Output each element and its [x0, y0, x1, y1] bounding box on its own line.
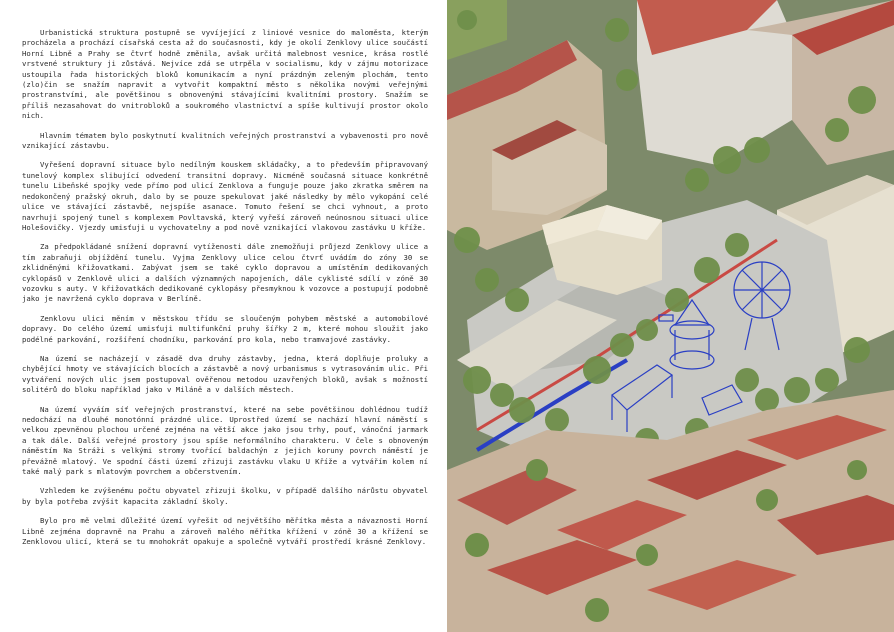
- paragraph-4: Za předpokládané snížení dopravní vytíženosti dále znemožňuji průjezd Zenklovy ulice a tím zabraňuji objíždění tunelu. Vyjma Zenklovy ulice celou čtvrť uvádím do zóny 30 se zklidněnými křižovatkami. Zabývat jsem se také cyklo dopravou a umístěním dedikovaných cyklopásů v Zenklově ulici a dalších významných napojeních, dále cyklisté sdílí v zóně 30 vozovku s auty. V křižovatkách dedikované cyklopásy přesmyknou k vozovce a postupují podobně jako je navržená cyklo doprava v Berlíně.: [22, 242, 428, 304]
- paragraph-6: Na území se nacházejí v zásadě dva druhy zástavby, jedna, která doplňuje proluky a chybějící hmoty ve stávajících blocích a zástavbě a nový urbanismus s vytrasováním ulic. Při vytváření nových ulic jsem postupoval ověřenou metodou uzavřených bloků, avšak s možností solitérů do bloku například jako v Miláně a v dalších městech.: [22, 353, 428, 395]
- paragraph-1: Urbanistická struktura postupně se vyvíjející z liniové vesnice do maloměsta, kterým procházela a prochází císařská cesta až do současnosti, kdy je okolí Zenklovy ulice součástí Horní Libně a Prahy se čtvrť hodně změnila, avšak určitá malebnost vesnice, krása rostlé vrstvené struktury ji zůstává. Nejvíce zdá se utrpěla v socialismu, kdy v zájmu motorizace ustoupila řada historických bloků komunikacím a nyní prázdným zeleným plochám, tento (zlo)čin se snažím napravit a vytvořit kompaktní město s několika novými veřejnými prostranstvími, ale povětšinou s obnovenými stávajícími kvalitními prostory. Snažím se příliš nezasahovat do vnitrobloků a soukromého vlastnictví a spíše kultivují prostor okolo nich.: [22, 28, 428, 121]
- aerial-urban-rendering-icon: [447, 0, 894, 632]
- text-column: [22, 28, 428, 556]
- paragraph-7: Na území vyváím síť veřejných prostranství, které na sebe povětšinou dohlédnou tudíž nedochází na dlouhé monotónní prázdné ulice. Uprostřed území se nachází hlavní náměstí s velkou zpevněnou plochou určené zejména na větší akce jako jsou trhy, pouť, vánoční jarmark a tak dále. Další veřejné prostory jsou spíše neformálního charakteru. V čele s obnoveným náměstím Na Stráži s velkými stromy tvořící baldachýn z jejich koruny povrch náměstí je převážně mlatový. Ve spodní části území zřizuji zastávku vlaku U Kříže a vytvářím kolem ní také malý park s mlatovým povrchem a občerstvením.: [22, 404, 428, 477]
- paragraph-3: Vyřešení dopravní situace bylo nedílným kouskem skládačky, a to především připravovaný tunelový komplex slibující odvedení transitní dopravy. Nicméně současná situace konkrétně tunelu Libeňské spojky vede přímo pod ulicí Zenklova a funguje pouze jako zkratka směrem na nedokončený pražský okruh, dalo by se pouze spekulovat jaké následky by mělo vykopání celé ulice ve stávající zástavbě, nejspíše asanace. Tomuto řešení se chci vyhnout, a proto navrhuji spojený tunel s komplexem Povltavská, který vyřeší zároveň neúnosnou situaci ulice Holešovičky. Vjezdy umisťuji u vychovatelny a pod nově vznikající vlakovou zastávku U křížе.: [22, 160, 428, 232]
- paragraph-9: Bylo pro mě velmi důležité území vyřešit od největšího měřítka města a návaznosti Horní Libně zejména dopravně na Prahu a zároveň malého měřítka křížení v zóně 30 a křížení se Zenklovou ulicí, která se tu mnohokrát opakuje a společně vytváří prostředí krásné Zenklovy.: [22, 516, 428, 547]
- paragraph-5: Zenklovu ulici měním v městskou třídu se sloučeným pohybem městské a automobilové dopravy. Do celého území umisťuji multifunkční pruhy šířky 2 m, které mohou sloužit jako podélné parkování, rozšíření chodníku, parkování pro kola, nebo tramvajové zastávky.: [22, 313, 428, 344]
- paragraph-8: Vzhledem ke zvýšenému počtu obyvatel zřizuji školku, v případě dalšího nárůstu obyvatel by byla potřeba zvýšit kapacita základní školy.: [22, 486, 428, 506]
- aerial-rendering-image: [447, 0, 894, 632]
- paragraph-2: Hlavním tématem bylo poskytnutí kvalitních veřejných prostranství a vybavenosti pro nově vznikající zástavbu.: [22, 130, 428, 151]
